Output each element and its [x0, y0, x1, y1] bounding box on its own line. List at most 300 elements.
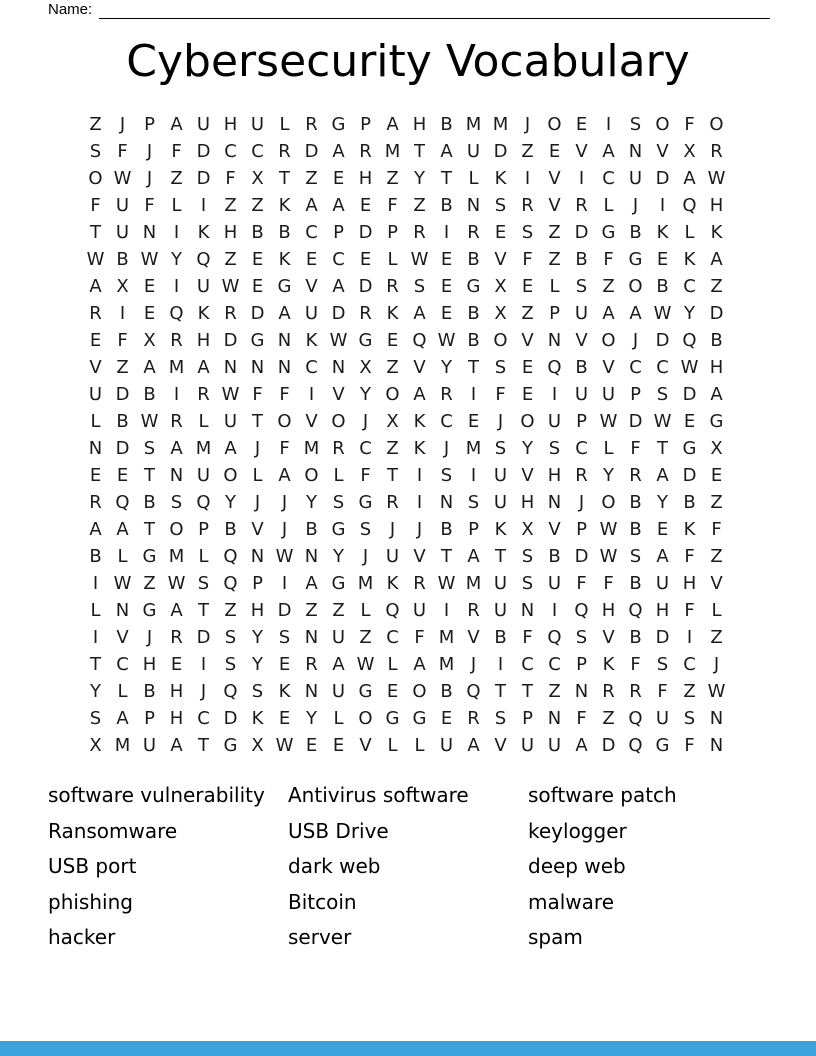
grid-letter: T: [414, 141, 425, 162]
grid-letter: R: [170, 330, 183, 351]
grid-letter: V: [494, 249, 507, 270]
grid-letter: N: [574, 681, 589, 702]
grid-letter: U: [547, 573, 562, 594]
grid-letter: H: [709, 357, 724, 378]
grid-letter: X: [494, 276, 507, 297]
grid-letter: B: [629, 492, 642, 513]
grid-letter: J: [119, 114, 126, 135]
grid-letter: A: [602, 303, 615, 324]
grid-letter: C: [683, 276, 696, 297]
grid-letter: T: [657, 438, 668, 459]
grid-letter: D: [250, 303, 265, 324]
grid-letter: S: [143, 438, 156, 459]
grid-letter: F: [603, 573, 614, 594]
grid-letter: A: [278, 465, 291, 486]
grid-letter: C: [683, 654, 696, 675]
grid-letter: Z: [224, 600, 237, 621]
grid-letter: P: [576, 654, 587, 675]
grid-letter: E: [386, 681, 399, 702]
grid-letter: V: [602, 627, 615, 648]
grid-letter: E: [683, 411, 696, 432]
grid-letter: R: [413, 222, 426, 243]
grid-letter: K: [683, 249, 696, 270]
grid-letter: E: [332, 168, 345, 189]
grid-letter: A: [467, 735, 480, 756]
grid-letter: N: [115, 600, 130, 621]
grid-letter: J: [524, 114, 531, 135]
word-list-item: hacker: [48, 925, 116, 950]
grid-letter: L: [468, 168, 479, 189]
grid-letter: A: [467, 546, 480, 567]
grid-letter: T: [387, 465, 398, 486]
grid-letter: A: [710, 384, 723, 405]
grid-letter: G: [250, 330, 265, 351]
grid-letter: F: [684, 735, 695, 756]
grid-letter: G: [412, 708, 427, 729]
grid-letter: J: [470, 654, 477, 675]
grid-letter: G: [358, 492, 373, 513]
grid-letter: U: [88, 384, 103, 405]
grid-letter: S: [359, 519, 372, 540]
grid-letter: Z: [251, 195, 264, 216]
grid-letter: D: [601, 735, 616, 756]
grid-letter: B: [305, 519, 318, 540]
grid-letter: L: [549, 276, 560, 297]
grid-letter: A: [278, 303, 291, 324]
grid-letter: R: [413, 573, 426, 594]
grid-letter: U: [493, 465, 508, 486]
grid-letter: D: [115, 384, 130, 405]
grid-letter: U: [304, 303, 319, 324]
grid-letter: M: [465, 573, 482, 594]
grid-letter: F: [630, 438, 641, 459]
grid-letter: F: [684, 546, 695, 567]
grid-letter: R: [521, 195, 534, 216]
grid-letter: A: [170, 114, 183, 135]
word-list-column-3: [528, 778, 768, 956]
grid-letter: E: [548, 141, 561, 162]
grid-letter: J: [632, 330, 639, 351]
grid-letter: W: [599, 519, 618, 540]
word-list-item: Ransomware: [48, 818, 178, 843]
grid-letter: W: [113, 168, 132, 189]
grid-letter: E: [440, 249, 453, 270]
grid-letter: V: [116, 627, 129, 648]
grid-letter: M: [168, 357, 185, 378]
grid-letter: X: [143, 330, 156, 351]
grid-letter: I: [524, 168, 531, 189]
grid-letter: A: [413, 654, 426, 675]
grid-letter: A: [413, 303, 426, 324]
grid-letter: C: [305, 357, 318, 378]
grid-letter: I: [443, 600, 450, 621]
grid-letter: W: [140, 249, 159, 270]
grid-letter: C: [224, 141, 237, 162]
grid-letter: F: [279, 384, 290, 405]
grid-letter: W: [329, 330, 348, 351]
grid-letter: R: [575, 465, 588, 486]
grid-letter: I: [416, 492, 423, 513]
grid-letter: U: [223, 411, 238, 432]
grid-letter: J: [497, 411, 504, 432]
grid-letter: A: [440, 141, 453, 162]
grid-letter: N: [223, 357, 238, 378]
word-list-item: USB Drive: [288, 818, 389, 843]
grid-letter: V: [89, 357, 102, 378]
grid-letter: S: [224, 654, 237, 675]
grid-letter: A: [656, 465, 669, 486]
grid-letter: L: [387, 249, 398, 270]
grid-letter: A: [602, 141, 615, 162]
grid-letter: S: [89, 708, 102, 729]
grid-letter: K: [494, 168, 507, 189]
grid-letter: M: [465, 438, 482, 459]
grid-letter: P: [576, 519, 587, 540]
grid-letter: G: [655, 735, 670, 756]
grid-letter: T: [90, 222, 101, 243]
grid-letter: S: [440, 465, 453, 486]
grid-letter: V: [521, 330, 534, 351]
grid-letter: I: [200, 654, 207, 675]
grid-letter: F: [117, 141, 128, 162]
grid-letter: Q: [196, 249, 211, 270]
grid-letter: E: [278, 654, 291, 675]
word-list-item: software patch: [528, 783, 677, 807]
grid-letter: F: [522, 627, 533, 648]
grid-letter: B: [629, 573, 642, 594]
grid-letter: Z: [548, 681, 561, 702]
grid-letter: B: [467, 303, 480, 324]
grid-letter: T: [198, 600, 209, 621]
grid-letter: M: [465, 114, 482, 135]
grid-letter: B: [143, 681, 156, 702]
grid-letter: F: [711, 519, 722, 540]
grid-letter: B: [629, 519, 642, 540]
grid-letter: Z: [710, 627, 723, 648]
grid-letter: B: [440, 681, 453, 702]
grid-letter: M: [114, 735, 131, 756]
grid-letter: F: [90, 195, 101, 216]
grid-letter: Z: [548, 249, 561, 270]
grid-letter: O: [223, 465, 238, 486]
grid-letter: U: [628, 168, 643, 189]
grid-letter: D: [196, 627, 211, 648]
grid-letter: N: [169, 465, 184, 486]
grid-letter: N: [88, 438, 103, 459]
grid-letter: C: [548, 654, 561, 675]
grid-letter: G: [682, 438, 697, 459]
grid-letter: B: [89, 546, 102, 567]
grid-letter: A: [143, 357, 156, 378]
grid-letter: B: [494, 627, 507, 648]
grid-letter: Y: [90, 681, 101, 702]
grid-letter: U: [250, 114, 265, 135]
grid-letter: N: [304, 681, 319, 702]
grid-letter: H: [250, 600, 265, 621]
grid-letter: E: [332, 735, 345, 756]
grid-letter: K: [251, 708, 264, 729]
grid-letter: U: [142, 735, 157, 756]
grid-letter: J: [362, 411, 369, 432]
grid-letter: L: [603, 195, 614, 216]
grid-letter: F: [414, 627, 425, 648]
grid-letter: P: [630, 384, 641, 405]
grid-letter: N: [709, 735, 724, 756]
grid-letter: W: [167, 573, 186, 594]
grid-letter: V: [602, 357, 615, 378]
grid-letter: D: [493, 141, 508, 162]
grid-letter: B: [116, 249, 129, 270]
grid-letter: K: [413, 411, 426, 432]
grid-letter: P: [387, 222, 398, 243]
grid-letter: F: [630, 654, 641, 675]
grid-letter: E: [440, 708, 453, 729]
grid-letter: V: [251, 519, 264, 540]
grid-letter: X: [710, 438, 723, 459]
grid-letter: R: [629, 681, 642, 702]
grid-letter: B: [575, 249, 588, 270]
footer-bar: [0, 1041, 816, 1056]
grid-letter: K: [305, 330, 318, 351]
grid-letter: D: [655, 330, 670, 351]
grid-letter: D: [655, 168, 670, 189]
grid-letter: A: [89, 519, 102, 540]
grid-letter: P: [198, 519, 209, 540]
grid-letter: V: [710, 573, 723, 594]
grid-letter: Q: [628, 600, 643, 621]
grid-letter: G: [277, 276, 292, 297]
grid-letter: H: [520, 492, 535, 513]
grid-letter: G: [385, 708, 400, 729]
grid-letter: T: [90, 654, 101, 675]
grid-letter: V: [575, 330, 588, 351]
grid-letter: B: [683, 492, 696, 513]
grid-letter: I: [173, 384, 180, 405]
grid-letter: B: [116, 411, 129, 432]
grid-letter: W: [275, 546, 294, 567]
grid-letter: J: [281, 519, 288, 540]
grid-letter: H: [223, 222, 238, 243]
grid-letter: A: [89, 276, 102, 297]
grid-letter: H: [196, 330, 211, 351]
grid-letter: D: [709, 303, 724, 324]
grid-letter: G: [358, 330, 373, 351]
grid-letter: N: [250, 357, 265, 378]
grid-letter: N: [304, 627, 319, 648]
grid-letter: W: [653, 303, 672, 324]
grid-letter: R: [575, 195, 588, 216]
grid-letter: U: [520, 735, 535, 756]
grid-letter: H: [601, 600, 616, 621]
grid-letter: R: [710, 141, 723, 162]
grid-letter: F: [684, 600, 695, 621]
grid-letter: B: [629, 627, 642, 648]
grid-letter: H: [169, 708, 184, 729]
grid-letter: T: [495, 681, 506, 702]
grid-letter: W: [113, 573, 132, 594]
grid-letter: I: [119, 303, 126, 324]
grid-letter: S: [170, 492, 183, 513]
grid-letter: W: [599, 546, 618, 567]
grid-letter: G: [142, 546, 157, 567]
grid-letter: S: [656, 654, 669, 675]
grid-letter: S: [629, 546, 642, 567]
grid-letter: S: [332, 492, 345, 513]
grid-letter: A: [629, 303, 642, 324]
grid-letter: E: [359, 195, 372, 216]
grid-letter: I: [605, 114, 612, 135]
grid-letter: J: [713, 654, 720, 675]
grid-letter: O: [493, 330, 508, 351]
grid-letter: E: [521, 276, 534, 297]
grid-letter: K: [278, 681, 291, 702]
grid-letter: K: [278, 195, 291, 216]
grid-letter: D: [682, 384, 697, 405]
grid-letter: M: [303, 438, 320, 459]
grid-letter: J: [200, 681, 207, 702]
grid-letter: X: [386, 411, 399, 432]
grid-letter: U: [601, 384, 616, 405]
grid-letter: D: [223, 330, 238, 351]
grid-letter: C: [386, 627, 399, 648]
grid-letter: I: [173, 276, 180, 297]
grid-letter: Y: [522, 438, 533, 459]
grid-letter: L: [117, 546, 128, 567]
grid-letter: T: [522, 681, 533, 702]
grid-letter: Q: [682, 330, 697, 351]
grid-letter: J: [416, 519, 423, 540]
name-blank-line: [99, 2, 770, 19]
grid-letter: E: [521, 384, 534, 405]
grid-letter: G: [331, 519, 346, 540]
grid-letter: V: [467, 627, 480, 648]
grid-letter: Q: [223, 573, 238, 594]
grid-letter: Q: [547, 627, 562, 648]
grid-letter: Y: [684, 303, 695, 324]
grid-letter: C: [521, 654, 534, 675]
grid-letter: X: [89, 735, 102, 756]
grid-letter: Q: [385, 600, 400, 621]
grid-letter: U: [574, 384, 589, 405]
grid-letter: T: [279, 168, 290, 189]
word-list-item: Antivirus software: [288, 783, 469, 807]
grid-letter: N: [709, 708, 724, 729]
grid-letter: V: [494, 735, 507, 756]
word-list-column-2: [288, 778, 528, 956]
grid-letter: U: [439, 735, 454, 756]
grid-letter: G: [358, 681, 373, 702]
grid-letter: A: [332, 195, 345, 216]
grid-letter: K: [413, 438, 426, 459]
grid-letter: U: [196, 465, 211, 486]
grid-letter: O: [601, 330, 616, 351]
grid-letter: K: [683, 519, 696, 540]
grid-letter: A: [170, 438, 183, 459]
grid-letter: L: [387, 735, 398, 756]
grid-letter: R: [440, 384, 453, 405]
grid-letter: E: [359, 249, 372, 270]
grid-letter: E: [305, 735, 318, 756]
grid-letter: B: [548, 546, 561, 567]
name-label: Name:: [48, 1, 93, 18]
grid-letter: S: [521, 573, 534, 594]
grid-letter: E: [656, 519, 669, 540]
grid-letter: Y: [252, 627, 263, 648]
grid-letter: E: [251, 276, 264, 297]
grid-letter: E: [143, 276, 156, 297]
grid-letter: S: [494, 438, 507, 459]
grid-letter: A: [197, 357, 210, 378]
grid-letter: D: [628, 411, 643, 432]
grid-letter: F: [684, 114, 695, 135]
grid-letter: C: [359, 438, 372, 459]
grid-letter: S: [494, 708, 507, 729]
grid-letter: L: [603, 438, 614, 459]
grid-letter: D: [574, 222, 589, 243]
grid-letter: E: [440, 303, 453, 324]
grid-letter: L: [198, 546, 209, 567]
grid-letter: U: [331, 627, 346, 648]
grid-letter: D: [331, 303, 346, 324]
grid-letter: B: [143, 492, 156, 513]
grid-letter: A: [332, 654, 345, 675]
grid-letter: Z: [710, 492, 723, 513]
grid-letter: W: [410, 249, 429, 270]
grid-letter: U: [655, 573, 670, 594]
grid-letter: S: [89, 141, 102, 162]
grid-letter: E: [575, 114, 588, 135]
grid-letter: I: [173, 222, 180, 243]
grid-letter: Y: [441, 357, 452, 378]
word-list-item: deep web: [528, 854, 626, 879]
grid-letter: A: [710, 249, 723, 270]
word-list-item: dark web: [288, 854, 381, 879]
grid-letter: A: [224, 438, 237, 459]
grid-letter: Y: [603, 465, 614, 486]
grid-letter: R: [359, 303, 372, 324]
grid-letter: K: [602, 654, 615, 675]
grid-letter: E: [494, 222, 507, 243]
grid-letter: F: [279, 438, 290, 459]
grid-letter: L: [414, 735, 425, 756]
word-list-item: server: [288, 925, 352, 950]
grid-letter: W: [707, 681, 726, 702]
grid-letter: Y: [333, 546, 344, 567]
grid-letter: Q: [682, 195, 697, 216]
grid-letter: B: [251, 222, 264, 243]
grid-letter: A: [305, 195, 318, 216]
grid-letter: J: [281, 492, 288, 513]
grid-letter: L: [117, 681, 128, 702]
grid-letter: B: [440, 195, 453, 216]
grid-letter: W: [680, 357, 699, 378]
grid-letter: A: [170, 735, 183, 756]
grid-letter: O: [412, 681, 427, 702]
grid-letter: Z: [386, 438, 399, 459]
grid-letter: J: [578, 492, 585, 513]
grid-letter: W: [275, 735, 294, 756]
grid-letter: F: [144, 195, 155, 216]
grid-letter: E: [656, 249, 669, 270]
grid-letter: E: [521, 357, 534, 378]
word-list-item: spam: [528, 925, 583, 950]
grid-letter: C: [656, 357, 669, 378]
grid-letter: Z: [305, 168, 318, 189]
grid-letter: V: [548, 195, 561, 216]
grid-letter: L: [333, 708, 344, 729]
word-list-item: Bitcoin: [288, 889, 357, 914]
grid-letter: Z: [332, 600, 345, 621]
